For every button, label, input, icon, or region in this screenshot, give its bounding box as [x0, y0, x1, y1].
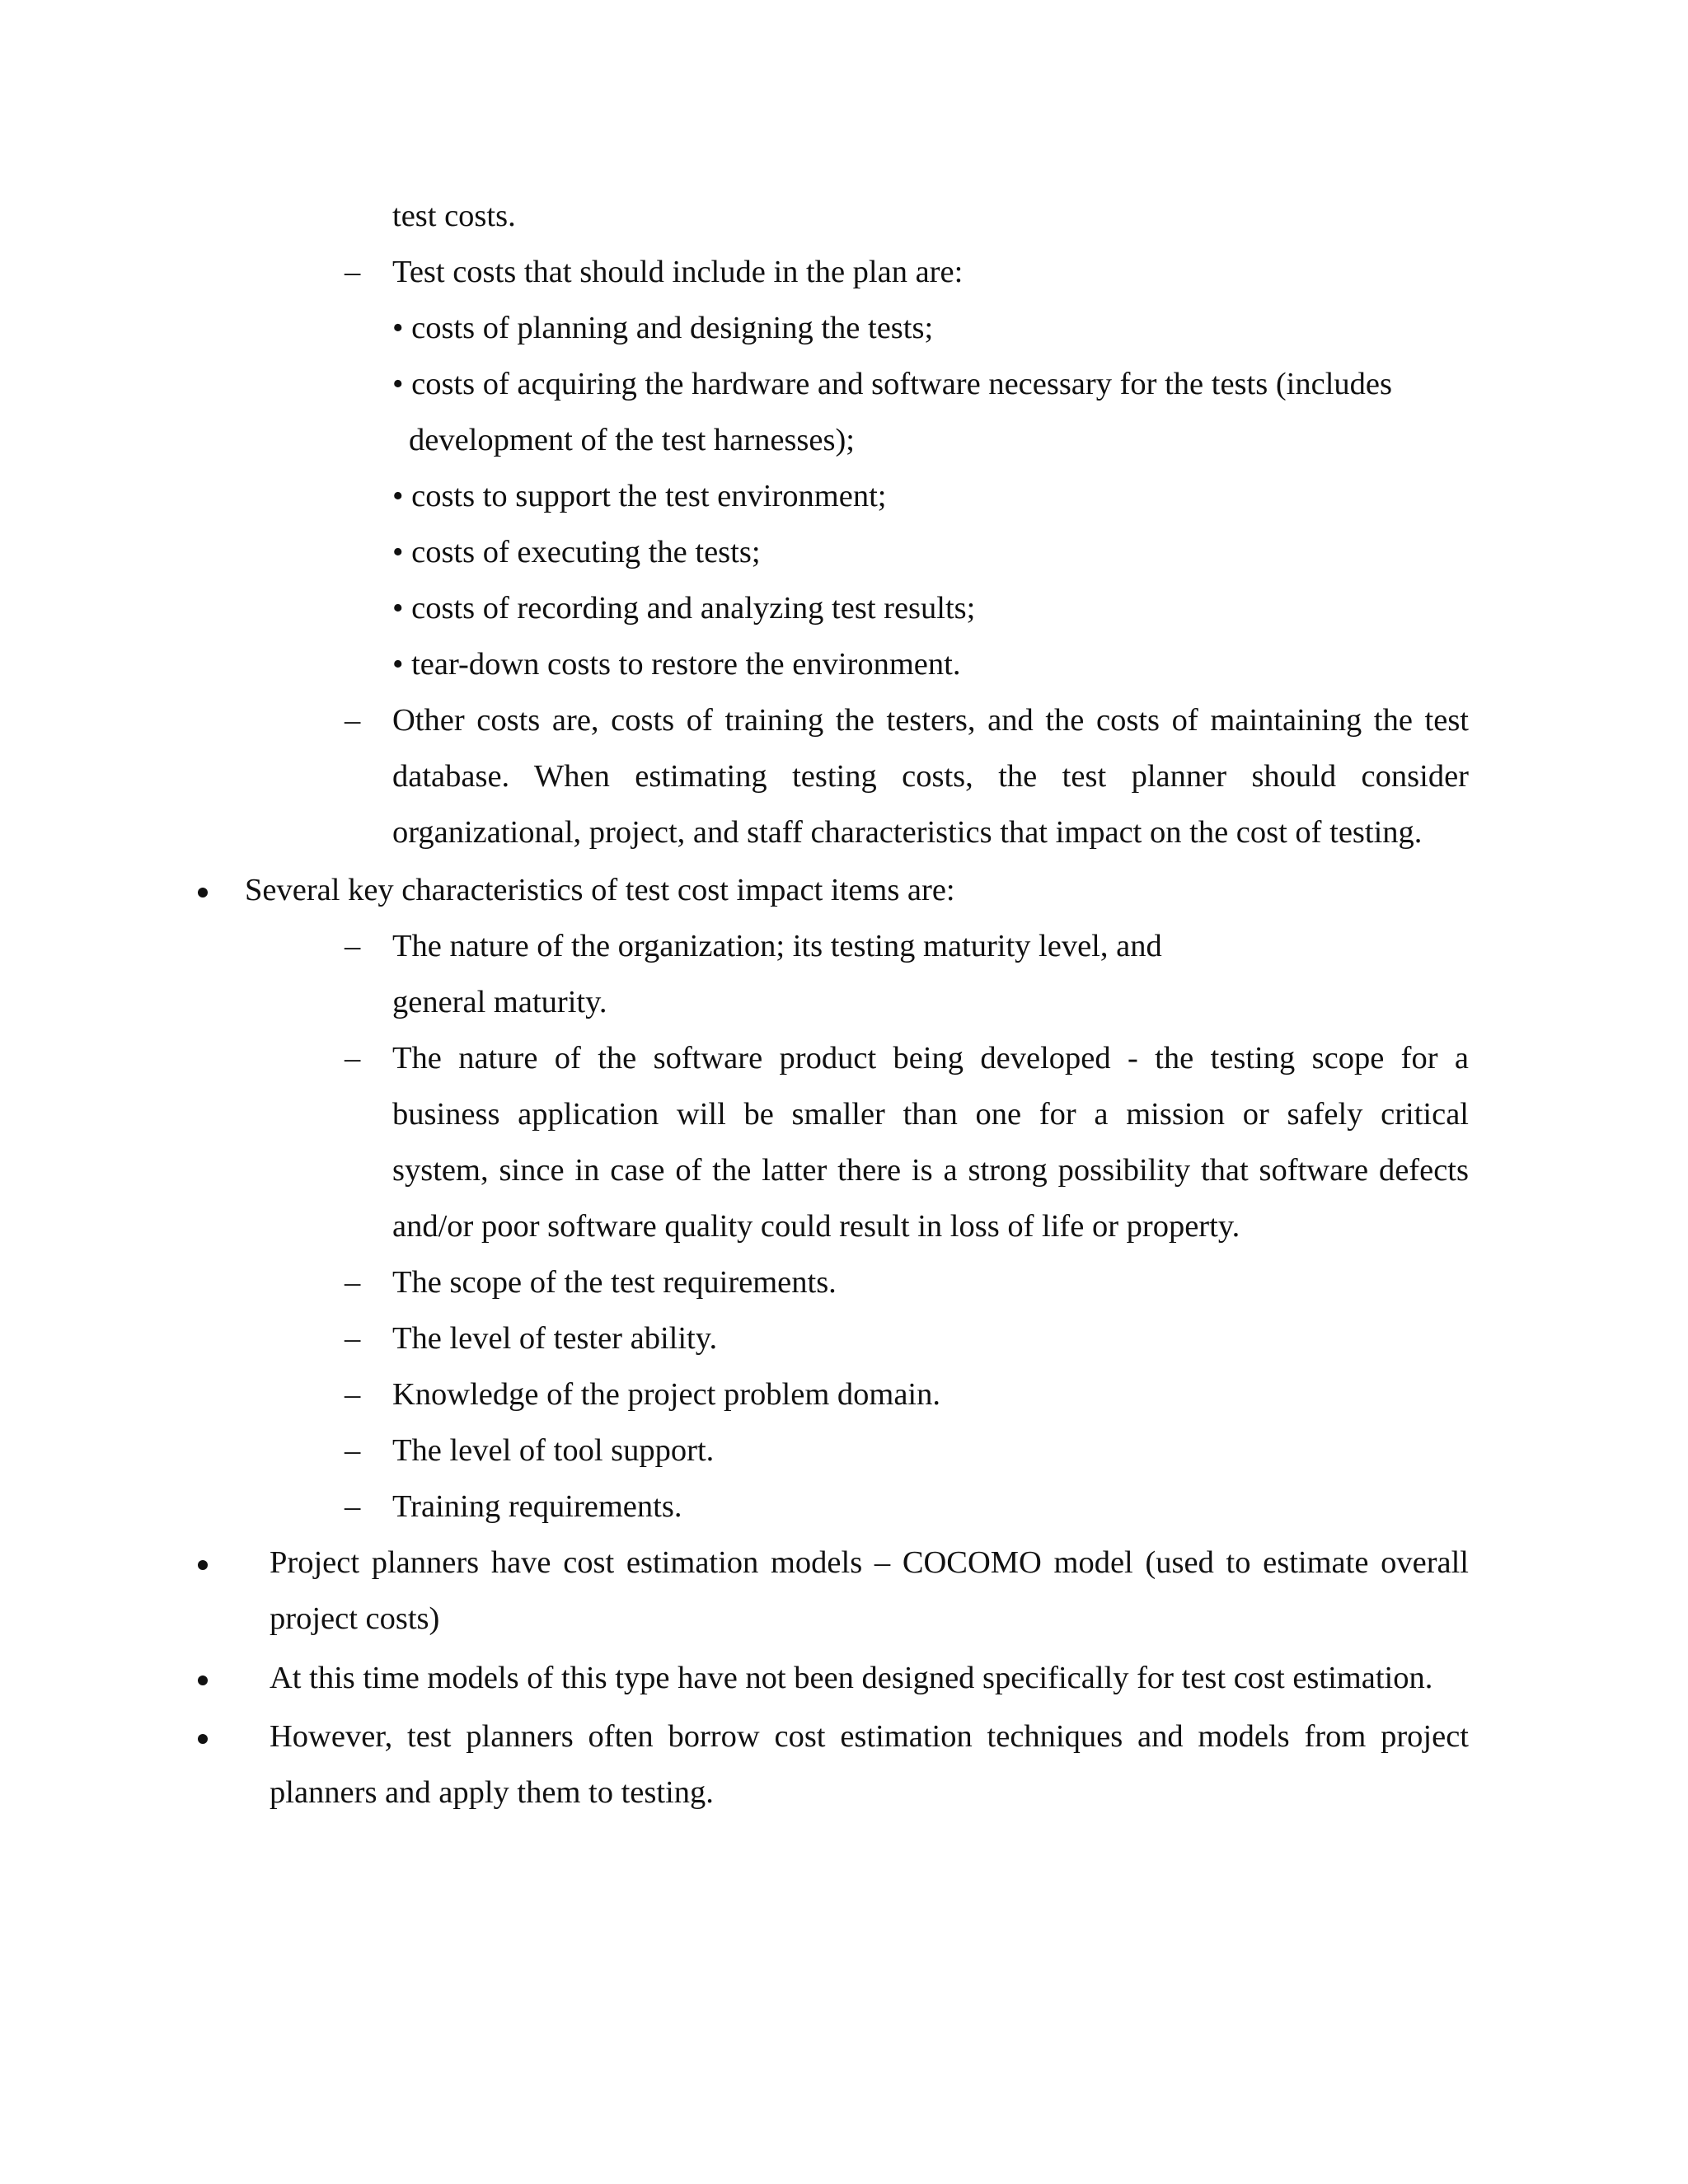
text-line: Several key characteristics of test cost impact items are:	[245, 873, 955, 907]
text-line: test costs.	[392, 199, 516, 233]
text-line: • costs of executing the tests;	[392, 535, 761, 569]
text-line: • costs of recording and analyzing test results;	[392, 591, 976, 626]
text-line: planners and apply them to testing.	[270, 1775, 714, 1810]
dash-marker: –	[345, 1321, 361, 1356]
dash-marker: –	[345, 1433, 361, 1468]
bullet-dot	[198, 1675, 208, 1685]
text-line: The nature of the software product being developed - the testing scope for a	[392, 1041, 1469, 1076]
bullet-dot	[198, 1734, 208, 1744]
text-line: Test costs that should include in the plan are:	[392, 255, 964, 289]
text-line: • costs to support the test environment;	[392, 479, 887, 513]
text-line: and/or poor software quality could result in loss of life or property.	[392, 1209, 1240, 1244]
dash-marker: –	[345, 929, 361, 963]
text-line: • costs of acquiring the hardware and software necessary for the tests (includes	[392, 367, 1392, 401]
text-line: However, test planners often borrow cost estimation techniques and models from project	[270, 1719, 1469, 1754]
text-line: • costs of planning and designing the tests;	[392, 311, 934, 345]
text-line: database. When estimating testing costs, the test planner should consider	[392, 759, 1469, 794]
bullet-dot	[198, 1560, 208, 1570]
dash-marker: –	[345, 1377, 361, 1412]
dash-marker: –	[345, 1041, 361, 1076]
dash-marker: –	[345, 1489, 361, 1524]
bullet-dot	[198, 888, 208, 898]
dash-marker: –	[345, 1265, 361, 1300]
text-line: general maturity.	[392, 985, 607, 1019]
text-line: Other costs are, costs of training the testers, and the costs of maintaining the test	[392, 703, 1469, 738]
text-line: • tear-down costs to restore the environment.	[392, 647, 961, 682]
text-line: organizational, project, and staff characteristics that impact on the cost of testing.	[392, 815, 1423, 850]
text-line: The nature of the organization; its testing maturity level, and	[392, 929, 1162, 963]
text-line: At this time models of this type have not been designed specifically for test cost estimation.	[270, 1661, 1433, 1695]
dash-marker: –	[345, 703, 361, 738]
text-line: Project planners have cost estimation models – COCOMO model (used to estimate overall	[270, 1545, 1469, 1580]
dash-marker: –	[345, 255, 361, 289]
text-line: The scope of the test requirements.	[392, 1265, 837, 1300]
text-line: business application will be smaller than one for a mission or safely critical	[392, 1097, 1469, 1132]
text-line: development of the test harnesses);	[409, 423, 855, 457]
text-line: Knowledge of the project problem domain.	[392, 1377, 941, 1412]
text-line: system, since in case of the latter there is a strong possibility that software defects	[392, 1153, 1469, 1188]
text-line: Training requirements.	[392, 1489, 682, 1524]
text-line: The level of tester ability.	[392, 1321, 718, 1356]
text-line: The level of tool support.	[392, 1433, 715, 1468]
text-line: project costs)	[270, 1601, 440, 1636]
